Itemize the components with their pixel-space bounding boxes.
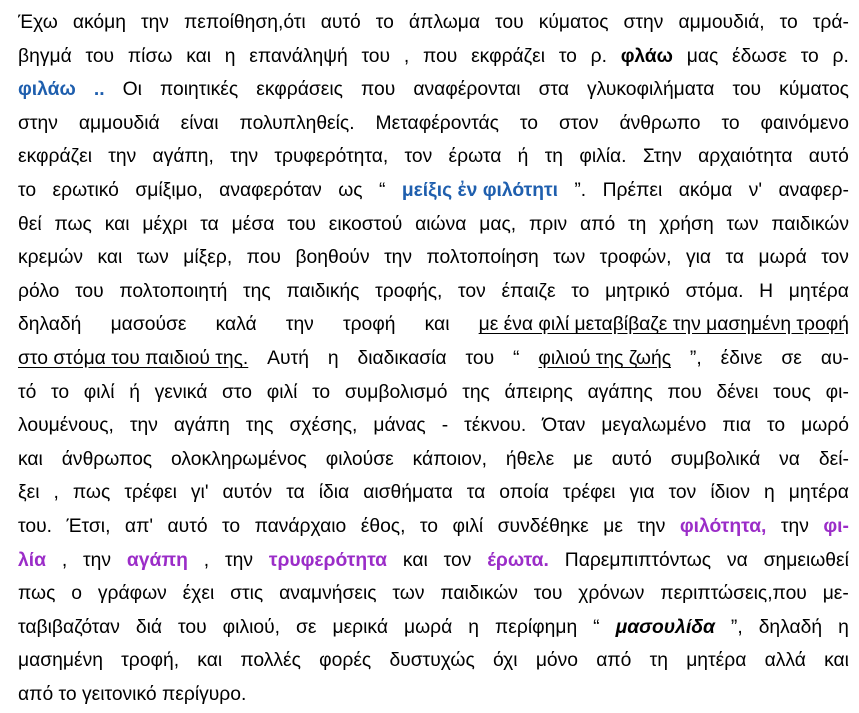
text-word: σε — [781, 347, 802, 369]
text-line — [18, 241, 849, 275]
text-line — [18, 376, 849, 410]
text-word: αιώνα — [415, 213, 467, 235]
text-word: τη — [628, 213, 647, 235]
text-word: του — [178, 616, 207, 638]
text-word: την — [108, 146, 137, 168]
text-word: επανάληψή — [249, 45, 348, 67]
text-word: του. — [18, 515, 52, 537]
text-line — [18, 40, 849, 74]
text-word: πως — [18, 583, 56, 605]
text-word: πολλές — [240, 650, 301, 672]
text-word: το — [51, 381, 70, 403]
text-word: τον — [668, 482, 697, 504]
text-word: Πρέπει — [602, 179, 663, 201]
text-word: παιδικών — [771, 213, 849, 235]
text-line — [18, 611, 849, 645]
text-word: την — [230, 146, 259, 168]
text-word: το — [222, 515, 241, 537]
text-word: από το γειτονικό περίγυρο. — [18, 683, 247, 705]
text-word: τη — [544, 146, 564, 168]
text-word: Έχω — [18, 12, 58, 33]
text-word: φιλί — [83, 381, 115, 403]
text-word: παιδικής — [286, 280, 360, 302]
text-word: έπαιζε — [501, 280, 556, 302]
text-word: μητέρα — [788, 482, 849, 504]
text-word: αναφερ- — [778, 179, 849, 201]
text-word: αναμνήσεις — [279, 583, 377, 605]
text-word: την — [83, 549, 112, 571]
text-word: κρεμών — [18, 247, 84, 269]
text-word: στις — [230, 583, 264, 605]
text-word: τροφών, — [599, 247, 672, 269]
text-word: τρυφερότητα — [268, 549, 388, 571]
text-word: γράφων — [97, 583, 167, 605]
text-word: τροφή — [342, 314, 396, 336]
text-line — [18, 208, 849, 242]
text-word: καλά — [215, 314, 257, 336]
text-word: αυτό — [320, 12, 361, 33]
text-word: εκφράζει — [471, 45, 546, 67]
text-word: .. — [93, 79, 105, 101]
text-word: την — [780, 515, 809, 537]
text-word: και — [97, 247, 123, 269]
text-word: η — [468, 616, 479, 638]
text-word: πια — [722, 415, 752, 437]
text-word: χρόνων — [578, 583, 645, 605]
text-word: και — [104, 213, 130, 235]
text-word: φιλία. — [579, 146, 627, 168]
text-word: περιπτώσεις,που — [660, 583, 807, 605]
text-word: διά — [135, 616, 163, 638]
text-word: μασημένη — [18, 650, 103, 672]
text-word: φιλιού της ζωής — [538, 347, 671, 369]
text-word: με- — [822, 583, 849, 605]
text-word: πολτοποίηση — [426, 247, 539, 269]
text-line — [18, 678, 849, 712]
text-word: δεί- — [818, 448, 849, 470]
text-word: η — [327, 347, 339, 369]
text-line — [18, 174, 849, 208]
text-word: αγάπη, — [152, 146, 214, 168]
text-word: την — [140, 12, 169, 33]
text-word: Αυτή — [267, 347, 309, 369]
text-word: αυ- — [820, 347, 849, 369]
text-word: του — [287, 213, 316, 235]
text-word: και — [197, 650, 223, 672]
text-word: τρυφερότητα, — [274, 146, 389, 168]
text-line — [18, 443, 849, 477]
text-word: ρόλο — [18, 280, 60, 302]
text-word: λία — [18, 549, 46, 571]
text-word: με — [603, 515, 623, 537]
text-word: πανάρχαιο — [254, 515, 347, 537]
text-word: είναι — [180, 112, 219, 134]
text-word: φιλούσε — [325, 448, 394, 470]
text-word: τον — [404, 146, 433, 168]
text-word: σχέσης, — [289, 415, 358, 437]
text-word: ν' — [748, 179, 763, 201]
text-word: πριν — [528, 213, 568, 235]
text-word: ξει — [18, 482, 40, 504]
text-word: και — [18, 448, 43, 470]
text-word: θεί — [18, 213, 42, 235]
text-word: αγάπη — [126, 549, 188, 571]
text-word: μεγαλωμένο — [601, 415, 707, 437]
text-word: των — [726, 213, 759, 235]
text-word: της — [243, 280, 271, 302]
text-word: το — [312, 381, 331, 403]
text-word: βηγμά — [18, 45, 72, 67]
text-word: φι- — [823, 515, 849, 537]
text-word: τον — [821, 247, 849, 269]
text-word: διαδικασία — [357, 347, 447, 369]
text-word: Έτσι, — [66, 515, 111, 537]
text-word: μωρά — [758, 247, 807, 269]
text-word: ερωτικό — [52, 179, 119, 201]
text-word: του — [361, 45, 391, 67]
text-word: έχει — [182, 583, 215, 605]
text-word: πως — [54, 213, 92, 235]
text-word: πίσω — [127, 45, 173, 67]
text-word: οποία — [499, 482, 549, 504]
text-word: δυστυχώς — [389, 650, 475, 672]
text-word: συμβολικά — [670, 448, 761, 470]
text-word: αμμουδιά, — [678, 12, 765, 33]
text-word: τον — [443, 549, 472, 571]
text-word: για — [629, 482, 655, 504]
text-word: αυτόν — [222, 482, 273, 504]
text-word: γενικά — [154, 381, 208, 403]
text-word: εικοστού — [328, 213, 403, 235]
text-word: μερικά — [332, 616, 388, 638]
text-word: άνθρωπο — [619, 112, 701, 134]
text-word: γι' — [190, 482, 209, 504]
text-word: μωρό — [801, 415, 849, 437]
text-word: , — [53, 482, 59, 504]
text-word: να — [779, 448, 800, 470]
text-word: με ένα φιλί μεταβίβαζε την μασημένη τροφή — [478, 314, 849, 336]
text-word: Οι — [122, 79, 142, 101]
text-word: των — [136, 247, 169, 269]
text-word: φιλί — [266, 381, 298, 403]
text-word: σμίξιμο, — [135, 179, 203, 201]
text-word: εκφράσεις — [256, 79, 343, 101]
text-word: πολτοποιητή — [119, 280, 228, 302]
text-word: τρέφει — [124, 482, 177, 504]
text-word: φιλότητα, — [679, 515, 767, 537]
text-word: απ' — [124, 515, 154, 537]
text-word: μασουλίδα — [615, 616, 715, 638]
text-word: αρχαιότητα — [698, 146, 793, 168]
text-word: ακόμα — [678, 179, 733, 201]
text-word: άπλωμα — [408, 12, 480, 33]
text-word: τη — [649, 650, 668, 672]
text-word: ολοκληρωμένος — [171, 448, 307, 470]
text-word: του — [533, 583, 563, 605]
text-word: Μεταφέροντάς — [375, 112, 499, 134]
text-word: ήθελε — [505, 448, 555, 470]
text-word: και — [424, 314, 450, 336]
text-word: στα — [538, 79, 569, 101]
text-word: τα — [200, 213, 219, 235]
text-word: πως — [72, 482, 111, 504]
text-word: στην — [18, 112, 58, 134]
text-word: φιλί — [452, 515, 484, 537]
text-word: ρ. — [590, 45, 607, 67]
text-word: τους — [773, 381, 811, 403]
text-word: από — [580, 213, 616, 235]
text-word: την — [285, 314, 314, 336]
text-word: το — [18, 179, 37, 201]
text-word: που — [422, 45, 458, 67]
text-word: παιδικών — [440, 583, 518, 605]
text-word: η — [764, 482, 775, 504]
text-word: το — [558, 45, 577, 67]
text-word: η — [838, 616, 849, 638]
text-line — [18, 308, 849, 342]
text-word: το — [375, 12, 394, 33]
text-word: την — [225, 549, 253, 571]
text-word: αυτό — [167, 515, 208, 537]
text-word: από — [596, 650, 632, 672]
text-word: έδινε — [720, 347, 763, 369]
text-word: κύματος — [538, 12, 609, 33]
text-word: έρωτα — [448, 146, 502, 168]
text-word: του — [465, 347, 495, 369]
text-word: ίδιον — [710, 482, 750, 504]
text-word: για — [686, 247, 712, 269]
text-word: το — [767, 415, 786, 437]
text-word: αναφέρονται — [413, 79, 521, 101]
text-word: όχι — [492, 650, 518, 672]
text-word: μείξις ἐν φιλότητι — [401, 179, 558, 201]
text-word: δηλαδή — [758, 616, 823, 638]
text-word: πολυπληθείς. — [239, 112, 355, 134]
text-line — [18, 544, 849, 578]
text-word: αναφερόταν — [219, 179, 322, 201]
text-word: ποιητικές — [159, 79, 239, 101]
text-word: Παρεμπιπτόντως — [564, 549, 712, 571]
text-word: τα — [725, 247, 745, 269]
text-word: γλυκοφιλήματα — [587, 79, 715, 101]
text-word: των — [553, 247, 586, 269]
text-word: , — [403, 45, 410, 67]
text-word: στον — [558, 112, 599, 134]
text-word: μωρά — [403, 616, 453, 638]
text-word: έθος, — [360, 515, 406, 537]
text-word: φι- — [825, 381, 849, 403]
text-word: δένει — [716, 381, 759, 403]
text-word: σε — [295, 616, 317, 638]
text-word: να — [726, 549, 748, 571]
text-line — [18, 409, 849, 443]
text-word: στο — [222, 381, 252, 403]
text-word: κάποιον, — [412, 448, 487, 470]
text-word: αυτό — [808, 146, 849, 168]
text-word: αυτό — [611, 448, 652, 470]
text-word: το — [721, 112, 740, 134]
text-line — [18, 6, 849, 40]
text-word: λουμένους, — [18, 415, 114, 437]
text-word: η — [224, 45, 236, 67]
text-word: τον — [458, 280, 486, 302]
text-word: της — [462, 381, 490, 403]
text-word: τα — [286, 482, 305, 504]
text-word: αισθήματα — [363, 482, 453, 504]
text-word: - — [441, 415, 449, 437]
text-word: ως — [338, 179, 363, 201]
text-word: , — [61, 549, 68, 571]
text-word: βοηθούν — [295, 247, 370, 269]
text-word: δηλαδή — [18, 314, 82, 336]
text-word: τρέφει — [562, 482, 616, 504]
text-word: ρ. — [832, 45, 849, 67]
text-word: μας — [686, 45, 719, 67]
text-word: μάνας — [373, 415, 426, 437]
text-word: που — [361, 79, 396, 101]
text-word: Όταν — [542, 415, 586, 437]
text-line — [18, 476, 849, 510]
text-word: στόμα. — [685, 280, 744, 302]
text-word: φιλάω — [18, 79, 76, 101]
text-word: μητέρα — [686, 650, 747, 672]
text-word: τροφή, — [121, 650, 180, 672]
text-word: μητρικό — [605, 280, 670, 302]
text-line — [18, 510, 849, 544]
text-word: εκφράζει — [18, 146, 92, 168]
text-word: , — [203, 549, 210, 571]
text-word: αγάπης — [587, 381, 653, 403]
text-word: την — [384, 247, 413, 269]
text-word: άνθρωπος — [61, 448, 153, 470]
text-word: μας, — [479, 213, 517, 235]
text-word: έδωσε — [732, 45, 787, 67]
text-word: με — [573, 448, 593, 470]
text-word: Στην — [642, 146, 682, 168]
text-line — [18, 73, 849, 107]
text-word: ο — [71, 583, 82, 605]
text-word: του — [495, 12, 524, 33]
text-word: τέκνου. — [464, 415, 527, 437]
text-word: σημειωθεί — [763, 549, 849, 571]
text-word: μίξερ, — [183, 247, 233, 269]
text-word: συμβολισμό — [344, 381, 448, 403]
text-line — [18, 275, 849, 309]
text-line — [18, 644, 849, 678]
text-word: μέχρι — [142, 213, 188, 235]
text-word: ταβιβαζόταν — [18, 616, 120, 638]
text-word: φαινόμενο — [760, 112, 849, 134]
text-word: που — [246, 247, 281, 269]
text-word: ή — [517, 146, 529, 168]
text-word: φιλιού, — [222, 616, 280, 638]
text-word: ακόμη — [72, 12, 126, 33]
text-word: το — [571, 280, 590, 302]
text-word: φλάω — [620, 45, 673, 67]
text-word: άπειρης — [504, 381, 573, 403]
text-word: και — [824, 650, 849, 672]
paragraph — [18, 6, 849, 711]
text-word: το — [419, 515, 438, 537]
text-word: την — [637, 515, 666, 537]
text-word: τρά- — [812, 12, 849, 33]
text-word: έρωτα. — [487, 549, 549, 571]
text-word: “ — [379, 179, 386, 201]
text-word: του — [85, 45, 115, 67]
text-line — [18, 107, 849, 141]
text-word: περίφημη — [494, 616, 578, 638]
text-word: ”. — [574, 179, 587, 201]
text-word: αμμουδιά — [78, 112, 160, 134]
text-word: το — [800, 45, 819, 67]
text-word: κύματος — [779, 79, 849, 101]
text-word: “ — [513, 347, 520, 369]
text-word: των — [392, 583, 425, 605]
text-word: “ — [593, 616, 600, 638]
text-word: στο στόμα του παιδιού της. — [18, 347, 249, 369]
text-word: συνδέθηκε — [497, 515, 589, 537]
text-word: μόνο — [535, 650, 579, 672]
text-word: ”, — [730, 616, 743, 638]
text-word: αλλά — [764, 650, 806, 672]
text-word: τό — [18, 381, 37, 403]
text-word: ”, — [689, 347, 702, 369]
text-word: μασούσε — [110, 314, 187, 336]
text-word: μητέρα — [788, 280, 849, 302]
text-word: της — [245, 415, 274, 437]
text-word: το — [779, 12, 798, 33]
text-word: φορές — [319, 650, 372, 672]
text-word: και — [186, 45, 212, 67]
text-line — [18, 577, 849, 611]
text-line — [18, 342, 849, 376]
text-word: του — [75, 280, 104, 302]
text-word: την — [129, 415, 158, 437]
text-word: ή — [129, 381, 140, 403]
text-word: ίδια — [318, 482, 350, 504]
text-line — [18, 140, 849, 174]
text-word: πεποίθηση,ότι — [183, 12, 306, 33]
text-word: του — [732, 79, 762, 101]
text-word: χρήση — [659, 213, 714, 235]
text-word: αγάπη — [173, 415, 230, 437]
text-word: το — [519, 112, 538, 134]
text-word: και — [402, 549, 428, 571]
text-word: που — [667, 381, 702, 403]
text-word: μέσα — [231, 213, 275, 235]
text-word: τα — [466, 482, 486, 504]
text-word: Η — [759, 280, 774, 302]
text-word: στην — [623, 12, 664, 33]
text-word: τροφής, — [375, 280, 443, 302]
